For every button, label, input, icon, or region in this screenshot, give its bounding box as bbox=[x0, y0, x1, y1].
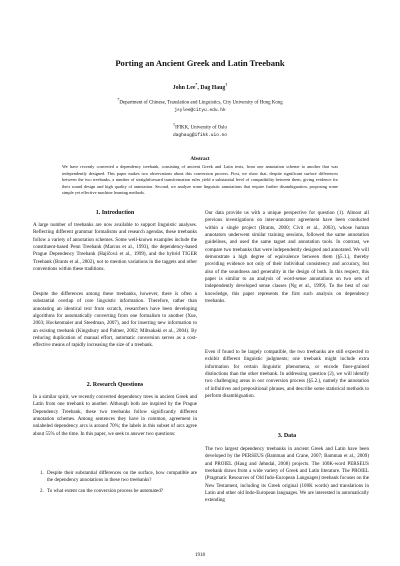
right-para-2 bbox=[205, 349, 369, 400]
abstract-block bbox=[62, 164, 338, 197]
list-item: 2. To what extent can the conversion process be automated? bbox=[45, 488, 197, 495]
section-1-para-1 bbox=[33, 222, 197, 273]
section-1-para-2 bbox=[33, 291, 197, 350]
research-question-list bbox=[33, 470, 197, 498]
paragraph-text: In a similar spirit, we recently converted dependency trees in ancient Greek and Latin from one treebank to another. Although both are inspired by the Prague Dependency Treebank, these two treebanks follow significantly different annotation schemes. Among sentences they have in common, agreement in unlabeled dependency arcs is around 70%; the labels in this subset of arcs agree about 55% of the time. In this paper, we seek to answer two questions: bbox=[33, 394, 197, 437]
paper-title: Porting an Ancient Greek and Latin Treebank bbox=[115, 58, 285, 68]
section-1-heading: 1. Introduction bbox=[95, 210, 135, 216]
paragraph-text: The two largest dependency treebanks in ancient Greek and Latin have been developed by the PERSEUS (Bamman and Crane, 2007; Bamman et al., 2009) and PROIEL (Haug and Jøhndal, 2008) projects. The 100K-word PERSEUS treebank draws from a wide variety of Greek and Latin literature. The PROIEL (Pragmatic Resources of Old Indo-European Languages) treebank focuses on the New Testament, including its Greek original (100K words) and translations in Latin and other old Indo-European languages. We are interested in automatically extending bbox=[205, 446, 369, 504]
author-1-mark: * bbox=[195, 82, 198, 87]
author-2: Dag Haug bbox=[200, 84, 226, 91]
abstract-heading: Abstract bbox=[190, 156, 210, 162]
affiliation-2: †IFIKK, University of Oslo daghaug@ifikk.uio.no bbox=[0, 122, 400, 139]
author-line bbox=[0, 82, 400, 91]
author-2-mark: † bbox=[225, 82, 228, 87]
page-number: 1918 bbox=[195, 553, 205, 558]
author-1: John Lee bbox=[172, 84, 196, 91]
author-separator: , bbox=[197, 84, 201, 91]
paragraph-text: Despite the differences among these treebanks, however, there is often a substantial overlap of core linguistic information. Therefore, rather than annotating an identical text from scratch, researchers have been developing algorithms for automatically converting from one formalism to another (Xue, 2003; Hockenmaier and Steedman, 2007), and for inserting new information to an existing treebank (Kingsbury and Palmer, 2002; Miltsakaki et al., 2004). By reducing duplication of manual effort, automatic conversion serves as a cost-effective means of rapidly increasing the size of a treebank. bbox=[33, 291, 197, 349]
section-3-heading: 3. Data bbox=[277, 433, 297, 439]
paragraph-text: A large number of treebanks are now available to support linguistic analyses. Reflecting different grammar formalisms and research agendas, these treebanks follow a variety of annotation schemes. Some well-known examples include the constituent-based Penn Treebank (Marcus et al., 1993), the dependency-based Prague Dependency Treebank (Hajičová et al., 1999), and the hybrid TIGER Treebank (Brants et al., 2002), not to mention variations in the taggets and other conventions within these traditions. bbox=[33, 222, 197, 273]
affiliation-2-name: IFIKK, University of Oslo bbox=[175, 125, 227, 131]
affiliation-1-email: jsylee@cityu.edu.hk bbox=[174, 107, 226, 113]
section-2-para-1 bbox=[33, 394, 197, 438]
list-item: 1. Despite their substantial differences on the surface, how compatible are the dependency annotations in these two treebanks? bbox=[45, 470, 197, 485]
paragraph-text: Our data provide us with a unique perspective for question (1). Almost all previous investigations on inter-annotator agreement have been conducted within a single project (Brants, 2000; Civit et al., 2003), whose human annotators underwent similar training sessions, followed the same annotation guidelines, and used the same tagset and annotation tools. In contrast, we compare two treebanks that were independently designed and annotated. We will demonstrate a high degree of equivalence between them (§5.1.), thereby providing evidence not only of their individual consistency and accuracy, but also of the soundness and generality in the design of both. In this respect, this paper is similar to an analysis of word-sense annotations on two sets of independently developed sense classes (Ng et al., 1999). To the best of our knowledge, this paper represents the first such analysis on dependency treebanks. bbox=[205, 210, 369, 305]
affiliation-1: *Department of Chinese, Translation and Linguistics, City University of Hong Kong jsylee@cityu.edu.hk bbox=[0, 97, 400, 114]
affiliation-2-email: daghaug@ifikk.uio.no bbox=[172, 132, 227, 138]
section-3-para-1 bbox=[205, 446, 369, 505]
abstract-text: We have recently converted a dependency treebank, consisting of ancient Greek and Latin texts, from one annotation scheme to another that was independently designed. This paper makes two observations about this conversion process. First, we show that, despite significant surface differences between the two treebanks, a number of straightforward transformation rules yield a substantial level of compatibility between them, giving evidence for their sound design and high quality of annotation. Second, we analyze some linguistic annotations that require further disambiguation, proposing some simple yet effective machine learning methods. bbox=[62, 164, 338, 196]
affiliation-1-name: Department of Chinese, Translation and Linguistics, City University of Hong Kong bbox=[119, 100, 283, 106]
section-2-heading: 2. Research Questions bbox=[86, 382, 144, 388]
paragraph-text: Even if found to be largely compatible, the two treebanks are still expected to exhibit different linguistic judgments; one treebank might include extra information for certain linguistic phenomena, or encode finer-grained distinctions than the other treebank. In addressing question (2), we will identify two challenging areas in our conversion process (§5.2.), namely the annotation of infinitives and prepositional phrases, and describe some statistical methods to perform disambiguation. bbox=[205, 349, 369, 400]
right-para-1 bbox=[205, 210, 369, 305]
